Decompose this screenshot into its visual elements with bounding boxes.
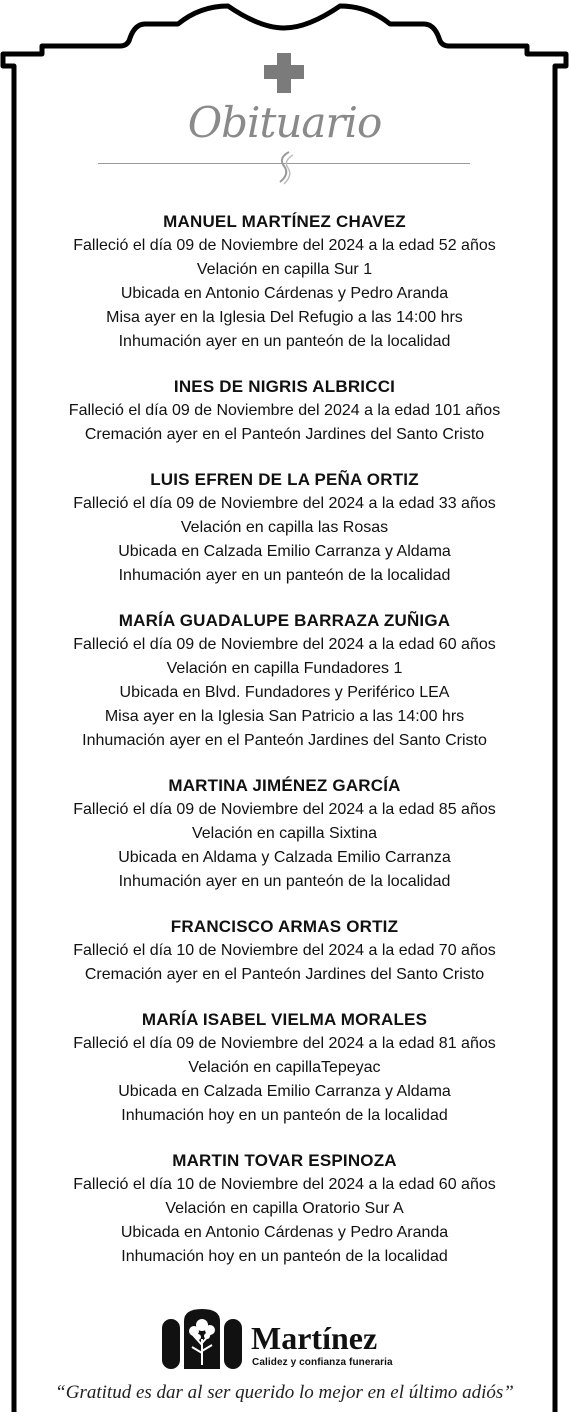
obituary-detail-line: Ubicada en Antonio Cárdenas y Pedro Aranda (120, 1224, 449, 1241)
obituary-detail-line: Velación en capilla las Rosas (180, 519, 389, 536)
obituary-detail-line: Inhumación ayer en un panteón de la localidad (118, 873, 451, 890)
obituary-detail-line: Cremación ayer en el Panteón Jardines del Santo Cristo (84, 426, 485, 443)
obituary-detail-line: Ubicada en Aldama y Calzada Emilio Carranza (118, 849, 451, 866)
obituary-entry (24, 375, 545, 447)
obituary-detail-line: Misa ayer en la Iglesia Del Refugio a las 14:00 hrs (106, 309, 463, 326)
obituary-entry (24, 609, 545, 753)
obituary-detail-line: Falleció el día 09 de Noviembre del 2024 a la edad 101 años (68, 402, 501, 419)
deceased-name: INES DE NIGRIS ALBRICCI (173, 377, 396, 396)
obituary-detail-line: Misa ayer en la Iglesia San Patricio a las 14:00 hrs (104, 708, 465, 725)
obituary-detail-line: Falleció el día 09 de Noviembre del 2024 a la edad 33 años (73, 495, 496, 512)
obituary-entry (24, 468, 545, 588)
obituary-detail-line: Velación en capilla Sur 1 (196, 261, 373, 278)
deceased-name: MARTIN TOVAR ESPINOZA (172, 1151, 397, 1170)
obituary-detail-line: Falleció el día 10 de Noviembre del 2024 a la edad 60 años (73, 1176, 496, 1193)
obituary-detail-line: Falleció el día 09 de Noviembre del 2024 a la edad 85 años (73, 801, 496, 818)
obituary-detail-line: Velación en capilla Oratorio Sur A (165, 1200, 404, 1217)
cross-icon (264, 53, 304, 93)
obituary-entry (24, 774, 545, 894)
funeral-home-logo (160, 1305, 244, 1371)
deceased-name: MARÍA GUADALUPE BARRAZA ZUÑIGA (118, 611, 451, 630)
obituary-detail-line: Ubicada en Blvd. Fundadores y Periférico LEA (119, 684, 450, 701)
obituary-detail-line: Inhumación hoy en un panteón de la localidad (121, 1248, 448, 1265)
flourish-icon (272, 150, 298, 186)
obituary-detail-line: Velación en capilla Fundadores 1 (166, 660, 403, 677)
obituary-entry (24, 210, 545, 354)
brand-name: Martínez (251, 1320, 378, 1356)
obituary-detail-line: Inhumación ayer en un panteón de la localidad (118, 333, 451, 350)
closing-quote: “Gratitud es dar al ser querido lo mejor en el último adiós” (55, 1382, 514, 1403)
deceased-name: MANUEL MARTÍNEZ CHAVEZ (163, 212, 406, 231)
obituary-detail-line: Ubicada en Calzada Emilio Carranza y Aldama (118, 1083, 451, 1100)
funeral-home-footer (0, 1300, 569, 1418)
obituary-detail-line: Falleció el día 10 de Noviembre del 2024 a la edad 70 años (73, 942, 496, 959)
deceased-name: LUIS EFREN DE LA PEÑA ORTIZ (150, 470, 419, 489)
obituary-detail-line: Velación en capillaTepeyac (188, 1059, 381, 1076)
deceased-name: MARÍA ISABEL VIELMA MORALES (141, 1010, 428, 1029)
obituary-detail-line: Falleció el día 09 de Noviembre del 2024 a la edad 81 años (73, 1035, 496, 1052)
obituary-detail-line: Inhumación hoy en un panteón de la localidad (121, 1107, 448, 1124)
obituary-detail-line: Velación en capilla Sixtina (191, 825, 377, 842)
deceased-name: FRANCISCO ARMAS ORTIZ (170, 917, 399, 936)
brand-tagline: Calidez y confianza funeraria (252, 1357, 393, 1368)
obituary-detail-line: Inhumación ayer en el Panteón Jardines del Santo Cristo (82, 732, 487, 749)
obituary-header (0, 0, 569, 200)
obituary-entry (24, 915, 545, 987)
page-title: Obituario (187, 98, 382, 147)
obituary-detail-line: Ubicada en Antonio Cárdenas y Pedro Aranda (120, 285, 449, 302)
obituary-detail-line: Inhumación ayer en un panteón de la localidad (118, 567, 451, 584)
deceased-name: MARTINA JIMÉNEZ GARCÍA (168, 776, 401, 795)
obituary-detail-line: Falleció el día 09 de Noviembre del 2024 a la edad 60 años (73, 636, 496, 653)
obituary-detail-line: Falleció el día 09 de Noviembre del 2024 a la edad 52 años (73, 237, 496, 254)
obituary-detail-line: Ubicada en Calzada Emilio Carranza y Aldama (118, 543, 451, 560)
obituary-entry (24, 1149, 545, 1269)
obituary-entry (24, 1008, 545, 1128)
obituary-detail-line: Cremación ayer en el Panteón Jardines del Santo Cristo (84, 966, 485, 983)
obituary-list (24, 210, 545, 1290)
